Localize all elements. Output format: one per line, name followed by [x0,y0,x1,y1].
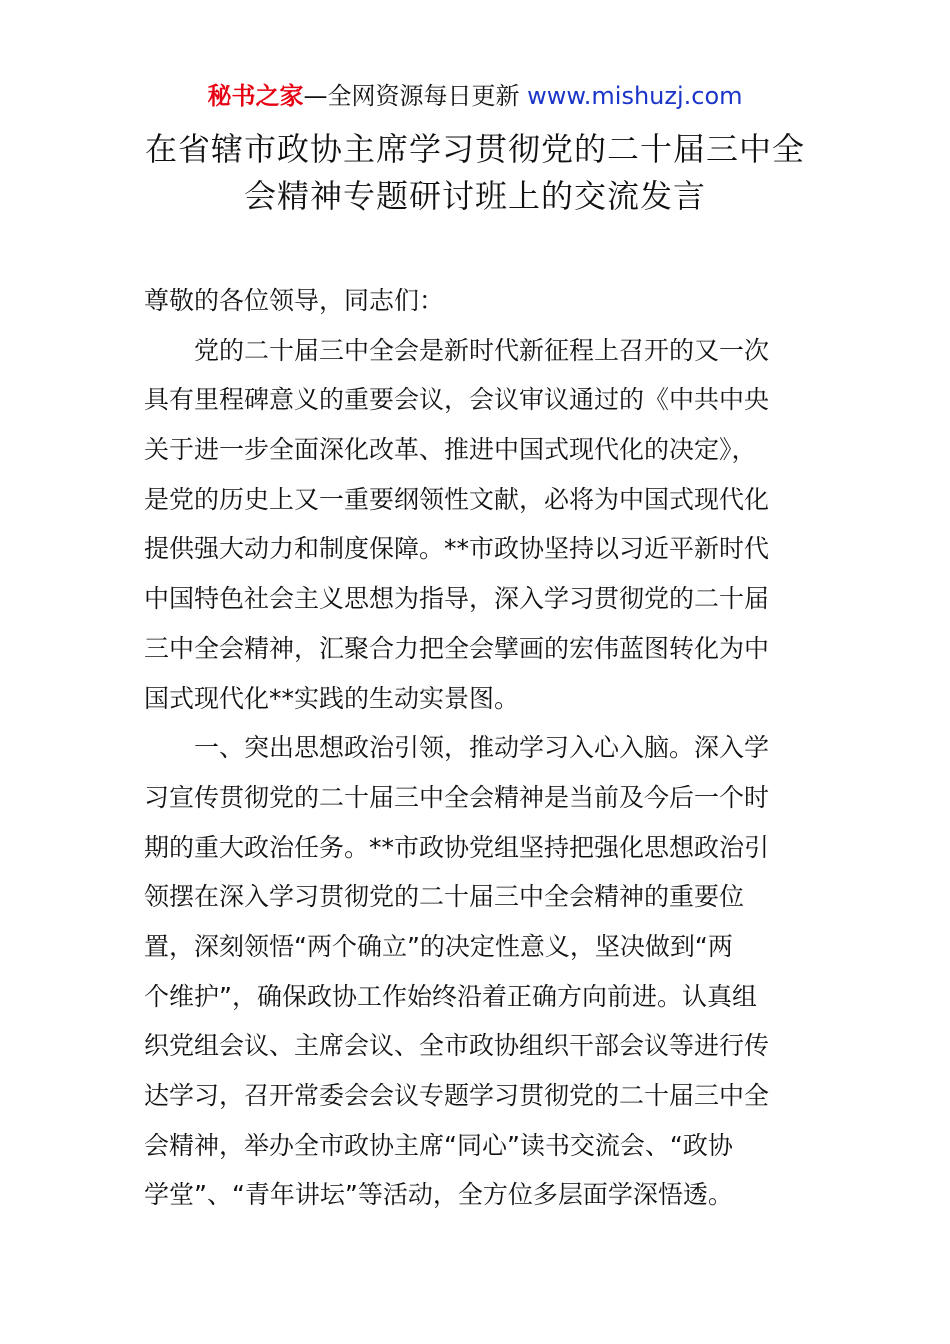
paragraph-line: 达学习，召开常委会会议专题学习贯彻党的二十届三中全 [144,1081,770,1110]
paragraph-line: 习宣传贯彻党的二十届三中全会精神是当前及今后一个时 [144,782,770,812]
paragraph-line: 会精神，举办全市政协主席“同心”读书交流会、“政协 [144,1130,733,1160]
site-brand: 秘书之家 [207,82,304,110]
paragraph-line: 置，深刻领悟“两个确立”的决定性意义，坚决做到“两 [144,931,733,961]
section-heading-line: 一、突出思想政治引领，推动学习入心入脑。深入学 [194,733,770,763]
paragraph-line: 三中全会精神，汇聚合力把全会擘画的宏伟蓝图转化为中 [144,633,770,663]
paragraph-line: 提供强大动力和制度保障。**市政协坚持以习近平新时代 [144,534,770,564]
paragraph-line: 期的重大政治任务。**市政协党组坚持把强化思想政治引 [144,832,770,862]
paragraph-line: 党的二十届三中全会是新时代新征程上召开的又一次 [194,335,770,365]
document-body [144,276,810,1220]
site-url[interactable]: www.mishuzj.com [527,82,743,110]
paragraph-line: 学堂”、“青年讲坛”等活动，全方位多层面学深悟透。 [144,1180,733,1210]
paragraph-line: 织党组会议、主席会议、全市政协组织干部会议等进行传 [144,1031,770,1061]
title-line-2: 会精神专题研讨班上的交流发言 [243,177,706,215]
paragraph-line: 中国特色社会主义思想为指导，深入学习贯彻党的二十届 [144,584,770,614]
paragraph-line: 是党的历史上又一重要纲领性文献，必将为中国式现代化 [144,484,770,514]
salutation: 尊敬的各位领导，同志们： [144,286,445,315]
paragraph-line: 领摆在深入学习贯彻党的二十届三中全会精神的重要位 [144,882,745,912]
site-tagline: —全网资源每日更新 [303,82,528,110]
paragraph-line: 具有里程碑意义的重要会议，会议审议通过的《中共中央 [144,385,770,415]
paragraph-line: 国式现代化**实践的生动实景图。 [144,683,520,713]
site-header [0,80,950,112]
document-title [90,126,860,220]
paragraph-line: 个维护”，确保政协工作始终沿着正确方向前进。认真组 [144,981,757,1011]
paragraph-line: 关于进一步全面深化改革、推进中国式现代化的决定》， [144,435,757,465]
title-line-1: 在省辖市政协主席学习贯彻党的二十届三中全 [144,130,805,168]
